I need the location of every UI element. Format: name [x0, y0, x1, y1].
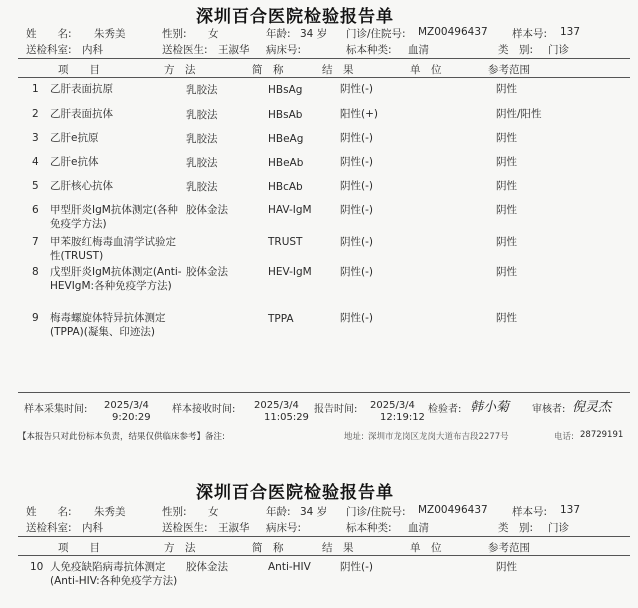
row-result: 阴性(-)	[340, 180, 373, 192]
col-result: 结 果	[322, 64, 354, 76]
col-abbr: 简 称	[252, 64, 284, 76]
row-abbr: HBsAg	[268, 84, 303, 96]
col-unit: 单 位	[410, 542, 442, 554]
row-abbr: HBsAb	[268, 109, 303, 121]
row-result: 阴性(-)	[340, 236, 373, 248]
clinic-no-label: 门诊/住院号:	[346, 506, 406, 518]
divider	[18, 58, 630, 59]
row-method: 乳胶法	[186, 181, 218, 193]
row-result: 阴性(-)	[340, 132, 373, 144]
doctor-value: 王淑华	[218, 44, 250, 56]
category-value: 门诊	[548, 522, 569, 534]
row-result: 阴性(-)	[340, 156, 373, 168]
disclaimer: 【本报告只对此份标本负责，结果仅供临床参考】备注:	[18, 432, 225, 442]
row-item: 甲苯胺红梅毒血清学试验定性(TRUST)	[50, 236, 176, 262]
dept-label: 送检科室:	[26, 522, 72, 534]
row-item: 人免疫缺陷病毒抗体测定(Anti-HIV:各种免疫学方法)	[50, 561, 178, 587]
divider	[18, 392, 630, 393]
patient-name: 朱秀美	[94, 28, 126, 40]
sex-value: 女	[208, 28, 219, 40]
clinic-no: MZ00496437	[418, 504, 488, 516]
row-ref: 阴性	[496, 561, 517, 573]
row-result: 阴性(-)	[340, 561, 373, 573]
category-label: 类 别:	[498, 522, 534, 534]
sample-no-label: 样本号:	[512, 28, 548, 40]
row-no: 9	[32, 312, 39, 324]
sex-label: 性别:	[162, 506, 187, 518]
patient-name: 朱秀美	[94, 506, 126, 518]
row-item: 甲型肝炎IgM抗体测定(各种免疫学方法)	[50, 204, 178, 230]
col-ref: 参考范围	[488, 64, 530, 76]
sample-type-label: 标本种类:	[346, 522, 392, 534]
row-ref: 阴性	[496, 156, 517, 168]
report-time: 12:19:12	[380, 412, 425, 423]
sex-value: 女	[208, 506, 219, 518]
dept-label: 送检科室:	[26, 44, 72, 56]
col-unit: 单 位	[410, 64, 442, 76]
row-no: 6	[32, 204, 39, 216]
phone: 28729191	[580, 430, 624, 440]
address-label: 地址:	[344, 432, 364, 442]
row-result: 阴性(-)	[340, 312, 373, 324]
row-result: 阴性(-)	[340, 266, 373, 278]
row-no: 10	[30, 561, 44, 573]
row-result: 阴性(-)	[340, 204, 373, 216]
row-no: 4	[32, 156, 39, 168]
row-method: 乳胶法	[186, 133, 218, 145]
report-title: 深圳百合医院检验报告单	[196, 7, 394, 27]
row-method: 胶体金法	[186, 561, 228, 573]
clinic-no-label: 门诊/住院号:	[346, 28, 406, 40]
row-no: 2	[32, 108, 39, 120]
age-label: 年龄:	[266, 506, 291, 518]
reviewer-label: 审核者:	[532, 404, 566, 415]
row-abbr: HAV-IgM	[268, 204, 312, 216]
row-method: 胶体金法	[186, 204, 228, 216]
tester-label: 检验者:	[428, 404, 462, 415]
receive-time: 11:05:29	[264, 412, 309, 423]
divider	[18, 536, 630, 537]
doctor-value: 王淑华	[218, 522, 250, 534]
row-method: 乳胶法	[186, 157, 218, 169]
row-abbr: HBcAb	[268, 181, 303, 193]
dept-value: 内科	[82, 44, 103, 56]
collect-time: 9:20:29	[112, 412, 151, 423]
collect-date: 2025/3/4	[104, 400, 149, 411]
row-no: 3	[32, 132, 39, 144]
row-item: 梅毒螺旋体特异抗体测定(TPPA)(凝集、印迹法)	[50, 312, 166, 338]
reviewer-signature: 倪灵杰	[572, 400, 612, 415]
row-ref: 阴性	[496, 266, 517, 278]
row-ref: 阴性	[496, 312, 517, 324]
sample-no: 137	[560, 504, 581, 516]
bed-label: 病床号:	[266, 522, 302, 534]
phone-label: 电话:	[554, 432, 574, 442]
row-item: 乙肝e抗体	[50, 156, 99, 168]
row-result: 阳性(+)	[340, 108, 378, 120]
age-value: 34 岁	[300, 506, 328, 518]
row-no: 7	[32, 236, 39, 248]
row-ref: 阴性	[496, 204, 517, 216]
row-item: 戊型肝炎IgM抗体测定(Anti-HEVIgM:各种免疫学方法)	[50, 266, 182, 292]
row-ref: 阴性	[496, 180, 517, 192]
category-label: 类 别:	[498, 44, 534, 56]
col-item: 项 目	[58, 542, 100, 554]
row-method: 胶体金法	[186, 266, 228, 278]
col-ref: 参考范围	[488, 542, 530, 554]
sample-no-label: 样本号:	[512, 506, 548, 518]
report-title: 深圳百合医院检验报告单	[196, 483, 394, 503]
tester-signature: 韩小菊	[470, 400, 510, 415]
divider	[18, 77, 630, 78]
receive-time-label: 样本接收时间:	[172, 404, 236, 415]
row-abbr: Anti-HIV	[268, 561, 311, 573]
age-value: 34 岁	[300, 28, 328, 40]
receive-date: 2025/3/4	[254, 400, 299, 411]
patient-name-label: 姓 名:	[26, 28, 72, 40]
sample-type-label: 标本种类:	[346, 44, 392, 56]
bed-label: 病床号:	[266, 44, 302, 56]
category-value: 门诊	[548, 44, 569, 56]
row-method: 乳胶法	[186, 84, 218, 96]
row-no: 1	[32, 83, 39, 95]
patient-name-label: 姓 名:	[26, 506, 72, 518]
col-abbr: 简 称	[252, 542, 284, 554]
row-no: 8	[32, 266, 39, 278]
dept-value: 内科	[82, 522, 103, 534]
row-item: 乙肝核心抗体	[50, 180, 113, 192]
collect-time-label: 样本采集时间:	[24, 404, 88, 415]
sample-type: 血清	[408, 44, 429, 56]
sex-label: 性别:	[162, 28, 187, 40]
row-ref: 阴性/阳性	[496, 108, 542, 120]
row-method: 乳胶法	[186, 109, 218, 121]
age-label: 年龄:	[266, 28, 291, 40]
row-item: 乙肝e抗原	[50, 132, 99, 144]
row-ref: 阴性	[496, 236, 517, 248]
doctor-label: 送检医生:	[162, 522, 208, 534]
row-abbr: TPPA	[268, 313, 294, 325]
col-result: 结 果	[322, 542, 354, 554]
row-abbr: HBeAb	[268, 157, 304, 169]
report-time-label: 报告时间:	[314, 404, 358, 415]
row-ref: 阴性	[496, 132, 517, 144]
divider	[18, 555, 630, 556]
doctor-label: 送检医生:	[162, 44, 208, 56]
clinic-no: MZ00496437	[418, 26, 488, 38]
sample-type: 血清	[408, 522, 429, 534]
row-ref: 阴性	[496, 83, 517, 95]
col-method: 方 法	[164, 64, 196, 76]
report-date: 2025/3/4	[370, 400, 415, 411]
row-abbr: TRUST	[268, 236, 303, 248]
col-item: 项 目	[58, 64, 100, 76]
row-result: 阴性(-)	[340, 83, 373, 95]
row-abbr: HBeAg	[268, 133, 304, 145]
row-no: 5	[32, 180, 39, 192]
row-item: 乙肝表面抗原	[50, 83, 113, 95]
address: 深圳市龙岗区龙岗大道布吉段2277号	[368, 432, 509, 442]
row-abbr: HEV-IgM	[268, 266, 312, 278]
sample-no: 137	[560, 26, 581, 38]
row-item: 乙肝表面抗体	[50, 108, 113, 120]
col-method: 方 法	[164, 542, 196, 554]
